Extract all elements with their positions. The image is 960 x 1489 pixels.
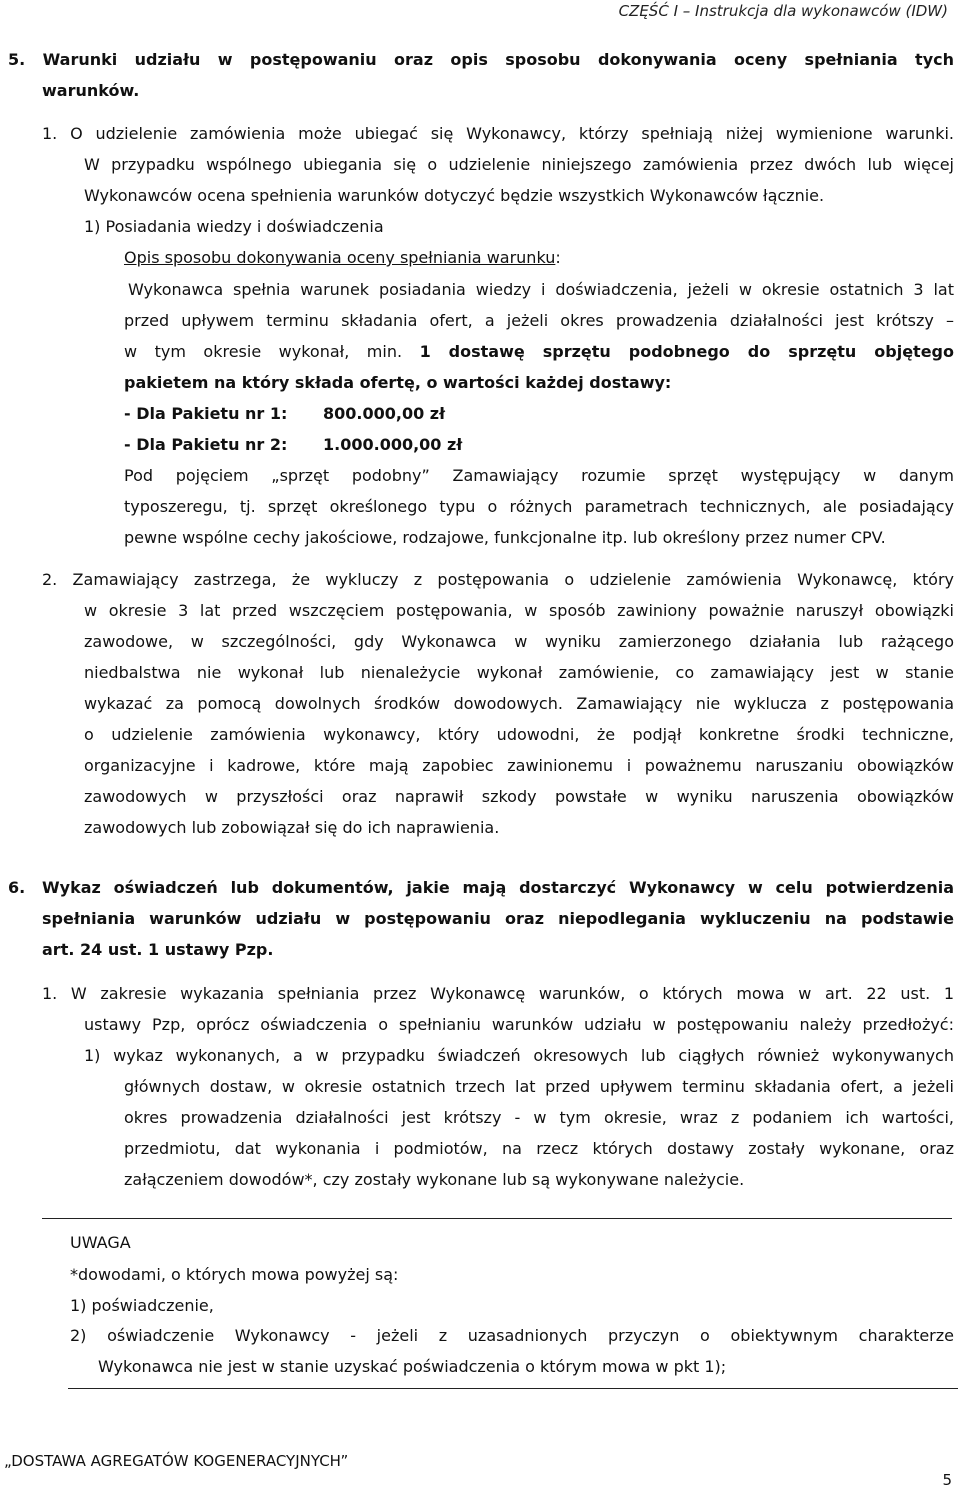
- section-5-title-line-2: warunków.: [42, 81, 140, 100]
- s6-i1-line-3: okres prowadzenia działalności jest krótszy - w tym okresie, wraz z podaniem ich wartości,: [124, 1108, 954, 1127]
- note-line-1: *dowodami, o których mowa powyżej są:: [70, 1265, 399, 1284]
- s5-p2-line-4: niedbalstwa nie wykonał lub nienależycie wykonał zamówienie, co zamawiający jest w stanie: [84, 663, 954, 682]
- s5-w-line-3: [124, 342, 954, 362]
- s5-pod-line-2: typoszeregu, tj. sprzęt określonego typu o różnych parametrach technicznych, ale posiadający: [124, 497, 954, 516]
- s5-p2-line-1: 2. Zamawiający zastrzega, że wykluczy z postępowania o udzielenie zamówienia Wykonawcę, który: [42, 570, 954, 589]
- pakiet-1-value: 800.000,00 zł: [323, 404, 446, 423]
- s6-i1-line-2: głównych dostaw, w okresie ostatnich trzech lat przed upływem terminu składania ofert, a jeżeli: [124, 1077, 954, 1096]
- opis-heading: [124, 248, 561, 268]
- s5-p2-line-8: zawodowych w przyszłości oraz naprawił szkody powstałe w wyniku naruszenia obowiązków: [84, 787, 954, 806]
- s5-p2-line-5: wykazać za pomocą dowolnych środków dowodowych. Zamawiający nie wyklucza z postępowania: [84, 694, 954, 713]
- section-5-title-line-1: 5. Warunki udziału w postępowaniu oraz opis sposobu dokonywania oceny spełniania tych: [8, 50, 954, 69]
- s6-i1-line-4: przedmiotu, dat wykonania i podmiotów, na rzecz których dostawy zostały wykonane, oraz: [124, 1139, 954, 1158]
- note-line-4: Wykonawca nie jest w stanie uzyskać poświadczenia o którym mowa w pkt 1);: [98, 1357, 727, 1376]
- note-line-2: 1) poświadczenie,: [70, 1296, 214, 1315]
- s5-w-line-4: pakietem na który składa ofertę, o wartości każdej dostawy:: [124, 373, 672, 392]
- s6-p1-line-1: 1. W zakresie wykazania spełniania przez Wykonawcę warunków, o których mowa w art. 22 ust. 1: [42, 984, 954, 1003]
- page-number: 5: [942, 1471, 952, 1489]
- s6-i1-line-5: załączeniem dowodów*, czy zostały wykonane lub są wykonywane należycie.: [124, 1170, 745, 1189]
- section-6-title-line-3: art. 24 ust. 1 ustawy Pzp.: [42, 940, 274, 959]
- pakiet-2-label: - Dla Pakietu nr 2:: [124, 435, 288, 454]
- footer-title: „DOSTAWA AGREGATÓW KOGENERACYJNYCH”: [4, 1452, 349, 1470]
- s5-w-line-1: Wykonawca spełnia warunek posiadania wiedzy i doświadczenia, jeżeli w okresie ostatnich 3 lat: [128, 280, 954, 299]
- note-title: UWAGA: [70, 1233, 131, 1252]
- note-line-3: 2) oświadczenie Wykonawcy - jeżeli z uzasadnionych przyczyn o obiektywnym charakterze: [70, 1326, 954, 1345]
- section-6-title-line-2: spełniania warunków udziału w postępowaniu oraz niepodlegania wykluczeniu na podstawie: [42, 909, 954, 928]
- s5-p2-line-2: w okresie 3 lat przed wszczęciem postępowania, w sposób zawiniony poważnie naruszył obowiązki: [84, 601, 954, 620]
- s5-p1-line-1: 1. O udzielenie zamówienia może ubiegać się Wykonawcy, którzy spełniają niżej wymienione warunki.: [42, 124, 954, 143]
- s6-p1-line-2: ustawy Pzp, oprócz oświadczenia o spełnianiu warunków udziału w postępowaniu należy przedłożyć:: [84, 1015, 954, 1034]
- s5-p2-line-3: zawodowe, w szczególności, gdy Wykonawca w wyniku zamierzonego działania lub rażącego: [84, 632, 954, 651]
- section-6-title-line-1: Wykaz oświadczeń lub dokumentów, jakie mają dostarczyć Wykonawcy w celu potwierdzenia: [42, 878, 954, 897]
- section-6-number: 6.: [8, 878, 26, 897]
- s5-p2-line-9: zawodowych lub zobowiązał się do ich naprawienia.: [84, 818, 500, 837]
- s5-item-1-title: 1) Posiadania wiedzy i doświadczenia: [84, 217, 384, 236]
- s5-w-line-3-bold: 1 dostawę sprzętu podobnego do sprzętu objętego: [419, 342, 955, 361]
- s5-p2-line-7: organizacyjne i kadrowe, które mają zapobiec zawinionemu i poważnemu naruszaniu obowiązków: [84, 756, 954, 775]
- s5-p1-line-3: Wykonawców ocena spełnienia warunków dotyczyć będzie wszystkich Wykonawców łącznie.: [84, 186, 825, 205]
- s5-w-line-3-normal: w tym okresie wykonał, min.: [124, 342, 420, 361]
- s6-i1-line-1: 1) wykaz wykonanych, a w przypadku świadczeń okresowych lub ciągłych również wykonywanych: [84, 1046, 954, 1065]
- opis-label: Opis sposobu dokonywania oceny spełniania warunku: [124, 248, 556, 267]
- page-header: CZĘŚĆ I – Instrukcja dla wykonawców (IDW): [618, 2, 948, 20]
- s5-w-line-2: przed upływem terminu składania ofert, a jeżeli okres prowadzenia działalności jest krótszy –: [124, 311, 954, 330]
- pakiet-1-label: - Dla Pakietu nr 1:: [124, 404, 288, 423]
- s5-p1-line-2: W przypadku wspólnego ubiegania się o udzielenie niniejszego zamówienia przez dwóch lub więcej: [84, 155, 954, 174]
- s5-p2-line-6: o udzielenie zamówienia wykonawcy, który udowodni, że podjął konkretne środki techniczne,: [84, 725, 954, 744]
- pakiet-2-value: 1.000.000,00 zł: [323, 435, 463, 454]
- opis-colon: :: [555, 248, 561, 267]
- s5-pod-line-1: Pod pojęciem „sprzęt podobny” Zamawiający rozumie sprzęt występujący w danym: [124, 466, 954, 485]
- s5-pod-line-3: pewne wspólne cechy jakościowe, rodzajowe, funkcjonalne itp. lub określony przez numer CPV.: [124, 528, 886, 547]
